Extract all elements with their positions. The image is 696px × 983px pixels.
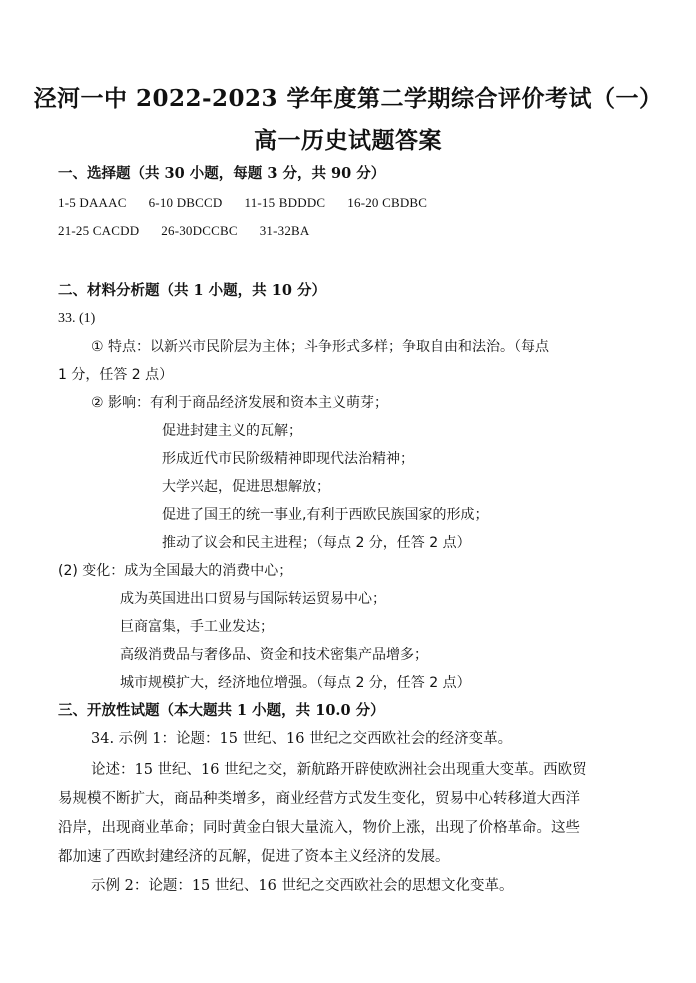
answer-group: 1-5 DAAAC [58, 195, 127, 210]
q34-example1: 34. 示例 1：论题：15 世纪、16 世纪之交西欧社会的经济变革。 [91, 731, 513, 747]
q33-item2-point: 促进封建主义的瓦解； [162, 423, 302, 439]
q34-argument-line: 论述：15 世纪、16 世纪之交，新航路开辟使欧洲社会出现重大变革。西欧贸 [91, 762, 587, 778]
answer-group: 21-25 CACDD [58, 223, 140, 238]
q33-part2-point: 城市规模扩大，经济地位增强。（每点 2 分，任答 2 点） [120, 675, 471, 691]
q33-part2-point: 巨商富集，手工业发达； [120, 619, 274, 635]
section3-heading: 三、开放性试题（本大题共 1 小题，共 10.0 分） [58, 702, 385, 719]
q33-item1-line2: 1 分，任答 2 点） [58, 367, 174, 383]
document-subtitle: 高一历史试题答案 [254, 127, 442, 154]
q33-item2-point: 推动了议会和民主进程；（每点 2 分，任答 2 点） [162, 535, 471, 551]
q33-item2-point: 形成近代市民阶级精神即现代法治精神； [162, 451, 414, 467]
section2-heading: 二、材料分析题（共 1 小题，共 10 分） [58, 282, 326, 299]
document-title: 泾河一中 2022-2023 学年度第二学期综合评价考试（一） [33, 85, 663, 112]
answer-group: 16-20 CBDBC [347, 195, 428, 210]
answer-group: 6-10 DBCCD [148, 195, 223, 210]
q34-argument-line: 易规模不断扩大，商品种类增多，商业经营方式发生变化，贸易中心转移道大西洋 [58, 791, 580, 807]
q33-item2-point: 大学兴起，促进思想解放； [162, 479, 330, 495]
answers-row-2 [58, 221, 332, 241]
question-33-label: 33. (1) [58, 311, 96, 326]
q33-item1-line1: ① 特点：以新兴市民阶层为主体；斗争形式多样；争取自由和法治。（每点 [91, 339, 549, 355]
answer-group: 31-32BA [259, 223, 310, 238]
q33-part2-point: 成为英国进出口贸易与国际转运贸易中心； [120, 591, 386, 607]
q33-item2-line1: ② 影响：有利于商品经济发展和资本主义萌芽； [91, 395, 388, 411]
q34-argument-line: 都加速了西欧封建经济的瓦解，促进了资本主义经济的发展。 [58, 849, 450, 865]
q33-part2-point: 高级消费品与奢侈品、资金和技术密集产品增多； [120, 647, 428, 663]
q34-argument-line: 沿岸，出现商业革命；同时黄金白银大量流入，物价上涨，出现了价格革命。这些 [58, 820, 580, 836]
section1-heading: 一、选择题（共 30 小题，每题 3 分，共 90 分） [58, 165, 386, 182]
q34-example2: 示例 2：论题：15 世纪、16 世纪之交西欧社会的思想文化变革。 [91, 878, 514, 894]
q33-item2-point: 促进了国王的统一事业,有利于西欧民族国家的形成； [162, 507, 489, 523]
answer-group: 26-30DCCBC [161, 223, 238, 238]
answers-row-1 [58, 193, 449, 213]
q33-part2-line1: (2) 变化：成为全国最大的消费中心； [58, 563, 293, 579]
answer-group: 11-15 BDDDC [244, 195, 326, 210]
